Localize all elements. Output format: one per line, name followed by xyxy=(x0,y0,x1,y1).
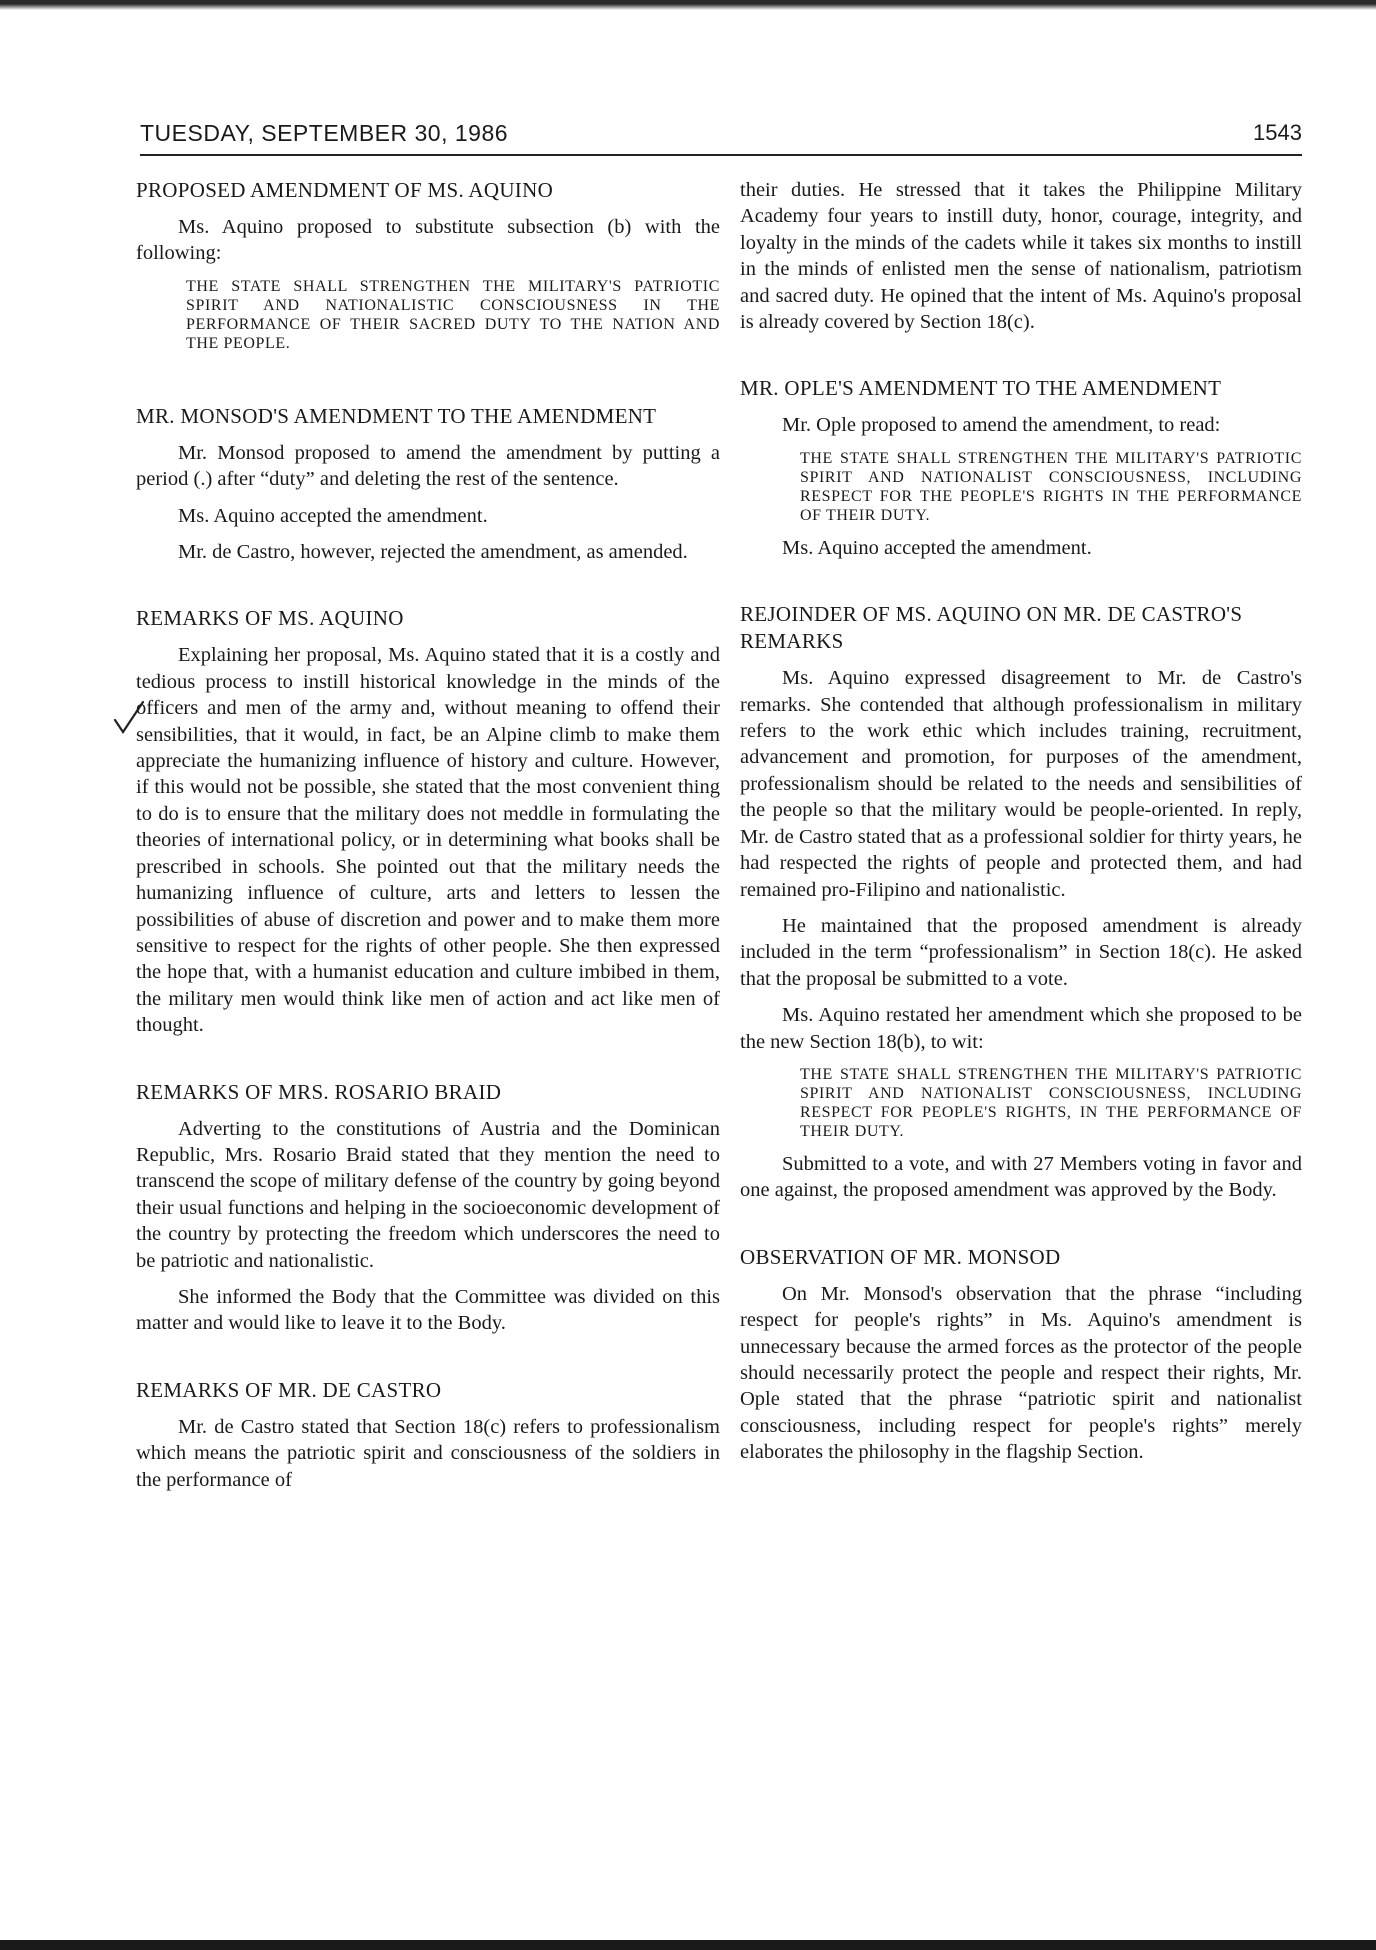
section-heading: REMARKS OF MS. AQUINO xyxy=(136,606,404,631)
section-heading: MR. MONSOD'S AMENDMENT TO THE AMENDMENT xyxy=(136,403,657,428)
section-proposed-amendment xyxy=(136,177,720,353)
section-observation-monsod xyxy=(740,1244,1302,1466)
section-ople-amendment xyxy=(740,375,1302,561)
page-header xyxy=(140,120,1302,156)
paragraph: Mr. Ople proposed to amend the amendment, to read: xyxy=(782,414,1221,437)
quoted-provision: THE STATE SHALL STRENGTHEN THE MILITARY'S PATRIOTIC SPIRIT AND NATIONALIST CONSCIOUSNESS, INCLUDING RESPECT FOR THE PEOPLE'S RIGHTS IN THE PERFORMANCE OF THEIR DUTY. xyxy=(800,449,1302,524)
section-heading: PROPOSED AMENDMENT OF MS. AQUINO xyxy=(136,178,554,202)
paragraph: Mr. de Castro stated that Section 18(c) refers to professionalism which means the patriotic spirit and consciousness of the soldiers in the performance of xyxy=(136,1415,720,1491)
section-heading: REJOINDER OF MS. AQUINO ON MR. DE CASTRO'S REMARKS xyxy=(740,602,1243,654)
quoted-provision: THE STATE SHALL STRENGTHEN THE MILITARY'S PATRIOTIC SPIRIT AND NATIONALISTIC CONSCIOUSNESS IN THE PERFORMANCE OF THEIR SACRED DUTY TO THE NATION AND THE PEOPLE. xyxy=(186,277,720,352)
quoted-provision: THE STATE SHALL STRENGTHEN THE MILITARY'S PATRIOTIC SPIRIT AND NATIONALIST CONSCIOUSNESS, INCLUDING RESPECT FOR PEOPLE'S RIGHTS, IN THE PERFORMANCE OF THEIR DUTY. xyxy=(800,1065,1302,1140)
page-number: 1543 xyxy=(1253,120,1302,145)
paragraph: Submitted to a vote, and with 27 Members voting in favor and one against, the proposed amendment was approved by the Body. xyxy=(740,1152,1302,1202)
paragraph: Mr. Monsod proposed to amend the amendment by putting a period (.) after “duty” and deleting the rest of the sentence. xyxy=(136,441,720,491)
paragraph: He maintained that the proposed amendment is already included in the term “professionalism” in Section 18(c). He asked that the proposal be submitted to a vote. xyxy=(740,914,1302,990)
page-bottom-edge xyxy=(0,1940,1376,1950)
paragraph: Ms. Aquino accepted the amendment. xyxy=(782,536,1092,559)
section-rejoinder-aquino xyxy=(740,601,1302,1204)
section-heading: REMARKS OF MRS. ROSARIO BRAID xyxy=(136,1079,502,1104)
left-column xyxy=(136,177,720,1503)
paragraph: Adverting to the constitutions of Austria and the Dominican Republic, Mrs. Rosario Braid stated that they mention the need to transcend the scope of military defense of the country by going beyond their usual functions and helping in the socioeconomic development of the country by protecting the freedom which underscores the need to be patriotic and nationalistic. xyxy=(136,1117,720,1272)
paragraph: Mr. de Castro, however, rejected the amendment, as amended. xyxy=(178,541,688,564)
header-date: TUESDAY, SEPTEMBER 30, 1986 xyxy=(140,120,509,146)
paragraph: Ms. Aquino accepted the amendment. xyxy=(178,504,488,527)
paragraph: On Mr. Monsod's observation that the phrase “including respect for people's rights” in Ms. Aquino's amendment is unnecessary because the armed forces as the protector of the people should necessarily protect the people and respect their rights, Mr. Ople stated that the phrase “patriotic spirit and nationalist consciousness, including respect for people's rights” merely elaborates the philosophy in the flagship Section. xyxy=(740,1282,1302,1464)
section-remarks-de-castro xyxy=(136,1377,720,1493)
section-heading: MR. OPLE'S AMENDMENT TO THE AMENDMENT xyxy=(740,376,1222,401)
paragraph: Explaining her proposal, Ms. Aquino stated that it is a costly and tedious process to instill historical knowledge in the minds of the officers and men of the army and, without meaning to offend their sensibilities, that it would, in fact, be an Alpine climb to make them appreciate the humanizing influence of history and culture. However, if this would not be possible, she stated that the most convenient thing to do is to ensure that the military does not meddle in formulating the theories of international policy, or in determining what books shall be prescribed in schools. She pointed out that the military needs the humanizing influence of culture, arts and letters to lessen the possibilities of abuse of discretion and power and to make them more sensitive to respect for the rights of other people. She then expressed the hope that, with a humanist education and culture imbibed in them, the military men would think like men of action and act like men of thought. xyxy=(136,644,720,1037)
section-heading: OBSERVATION OF MR. MONSOD xyxy=(740,1244,1061,1269)
section-heading: REMARKS OF MR. DE CASTRO xyxy=(136,1377,442,1402)
page-top-edge xyxy=(0,0,1376,10)
paragraph: Ms. Aquino restated her amendment which she proposed to be the new Section 18(b), to wit: xyxy=(740,1004,1302,1053)
paragraph: Ms. Aquino expressed disagreement to Mr. de Castro's remarks. She contended that although professionalism in military refers to the work ethic which includes training, recruitment, advancement and promotion, for purposes of the amendment, professionalism should be related to the needs and sensibilities of the people so that the military would be people-oriented. In reply, Mr. de Castro stated that as a professional soldier for thirty years, he had respected the rights of people and protected them, and had remained pro-Filipino and nationalistic. xyxy=(740,667,1302,901)
paragraph: Ms. Aquino proposed to substitute subsection (b) with the following: xyxy=(136,216,720,265)
paragraph: She informed the Body that the Committee was divided on this matter and would like to leave it to the Body. xyxy=(136,1285,720,1335)
right-column xyxy=(740,177,1302,1476)
paragraph-continuation: their duties. He stressed that it takes the Philippine Military Academy four years to instill duty, honor, courage, integrity, and loyalty in the minds of the cadets while it takes six months to instill in the minds of enlisted men the sense of nationalism, patriotism and sacred duty. He opined that the intent of Ms. Aquino's proposal is already covered by Section 18(c). xyxy=(740,179,1302,334)
section-remarks-braid xyxy=(136,1079,720,1337)
section-remarks-aquino xyxy=(136,605,720,1038)
section-monsod-amendment xyxy=(136,403,720,566)
